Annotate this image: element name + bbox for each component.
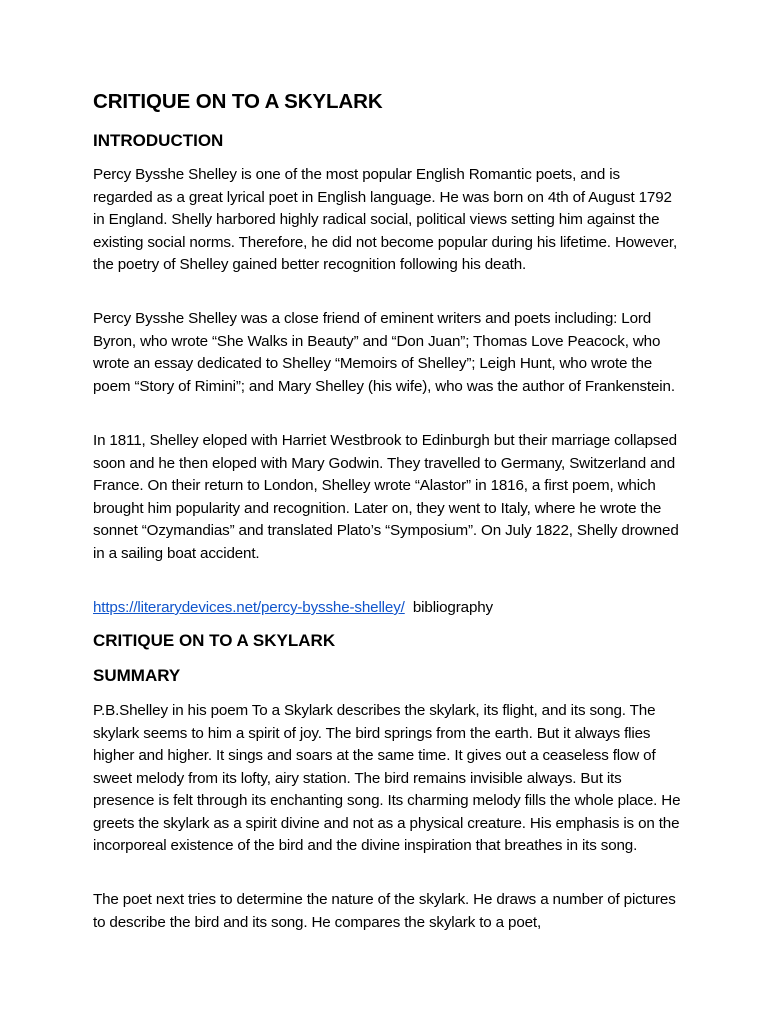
intro-paragraph-1: Percy Bysshe Shelley is one of the most popular English Romantic poets, and is regarded as a great lyrical poet in English language. He was born on 4th of August 1792 in England. Shelly harbored highly radical social, political views setting him against the existing social norms. Therefore, he did not become popular during his lifetime. However, the poetry of Shelley gained better recognition following his death. [93, 166, 678, 273]
bibliography-link[interactable]: https://literarydevices.net/percy-bysshe-shelley/ [93, 599, 405, 616]
intro-paragraph-3: In 1811, Shelley eloped with Harriet Westbrook to Edinburgh but their marriage collapsed soon and he then eloped with Mary Godwin. They travelled to Germany, Switzerland and France. On their return to London, Shelley wrote “Alastor” in 1816, a first poem, which brought him popularity and recognition. Later on, they went to Italy, where he wrote the sonnet “Ozymandias” and translated Plato’s “Symposium”. On July 1822, Shelly drowned in a sailing boat accident. [93, 432, 679, 562]
document-title: CRITIQUE ON TO A SKYLARK [93, 90, 383, 113]
summary-paragraph-1: P.B.Shelley in his poem To a Skylark describes the skylark, its flight, and its song. The skylark seems to him a spirit of joy. The bird springs from the earth. But it always flies higher and higher. It sings and soars at the same time. It gives out a ceaseless flow of sweet melody from its lofty, airy station. The bird remains invisible always. But its presence is felt through its enchanting song. Its charming melody fills the whole place. He greets the skylark as a spirit divine and not as a physical creature. His emphasis is on the incorporeal existence of the bird and the divine inspiration that breathes in its song. [93, 702, 681, 854]
introduction-heading: INTRODUCTION [93, 131, 224, 150]
bibliography-label: bibliography [412, 599, 493, 616]
summary-paragraph-2: The poet next tries to determine the nature of the skylark. He draws a number of pictures to describe the bird and its song. He compares the skylark to a poet, [93, 891, 676, 931]
bibliography-line [93, 597, 493, 620]
summary-heading: SUMMARY [93, 666, 181, 685]
intro-paragraph-2: Percy Bysshe Shelley was a close friend of eminent writers and poets including: Lord Byron, who wrote “She Walks in Beauty” and “Don Juan”; Thomas Love Peacock, who wrote an essay dedicated to Shelley “Memoirs of Shelley”; Leigh Hunt, who wrote the poem “Story of Rimini”; and Mary Shelley (his wife), who was the author of Frankenstein. [93, 310, 675, 395]
critique-subtitle: CRITIQUE ON TO A SKYLARK [93, 631, 336, 650]
